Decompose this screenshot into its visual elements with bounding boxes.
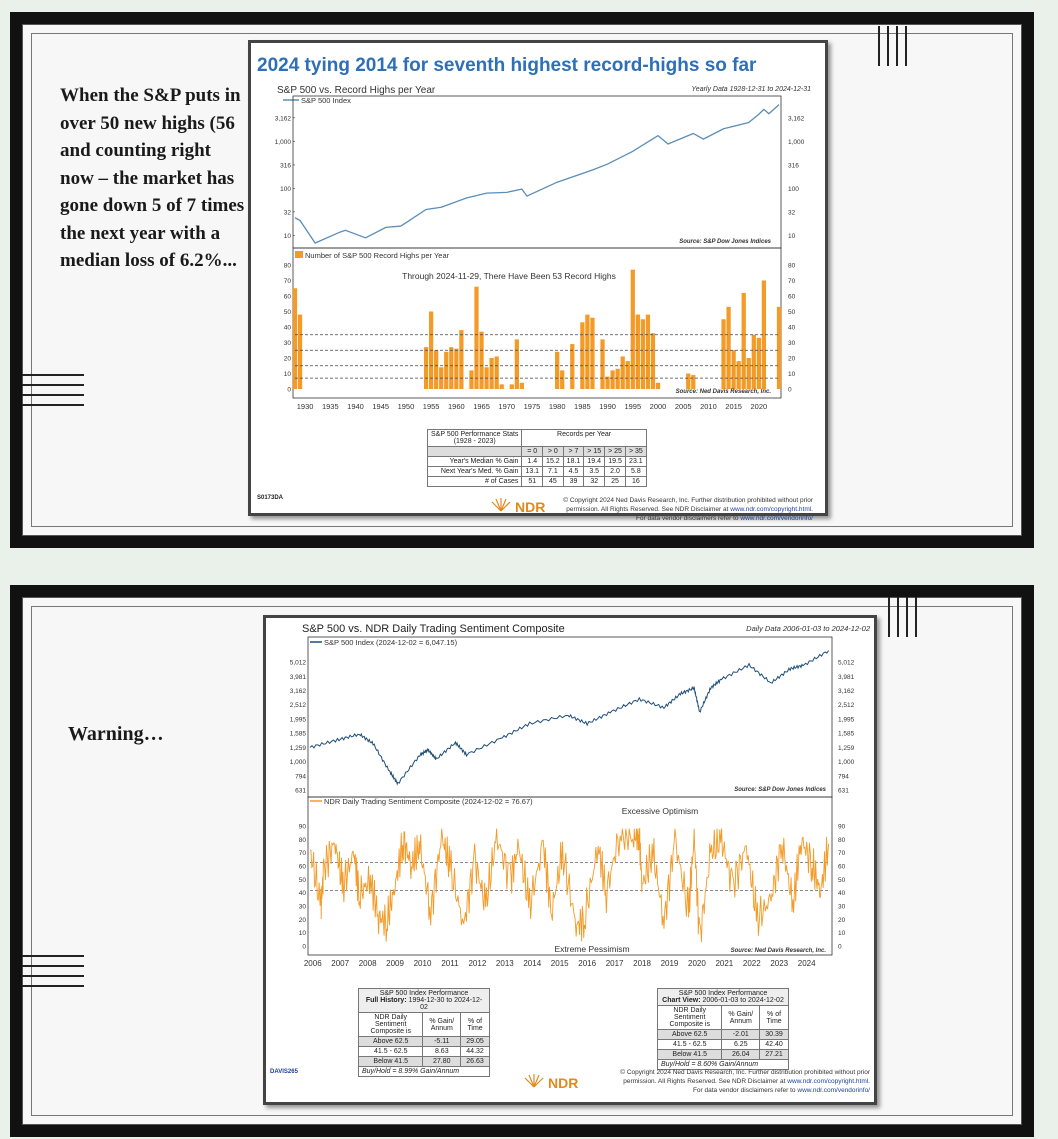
- y-tick-label-right: 80: [838, 836, 846, 844]
- x-tick-label: 2022: [742, 959, 761, 968]
- y-tick-label-right: 10: [788, 371, 796, 378]
- bar: [691, 375, 695, 389]
- table-row: Above 62.5 -5.11 29.05: [359, 1037, 490, 1047]
- bar: [747, 358, 751, 389]
- bar: [580, 322, 584, 389]
- bar: [757, 338, 761, 389]
- stats-title: S&P 500 Performance Stats (1928 - 2023): [428, 430, 522, 447]
- col-header: > 35: [625, 447, 646, 457]
- bar: [631, 270, 635, 389]
- bar: [686, 374, 690, 390]
- y-tick-label-left: 30: [283, 340, 291, 347]
- y-tick-label-right: 2,512: [838, 702, 855, 710]
- y-tick-label-left: 3,162: [274, 115, 291, 123]
- y-tick-label-left: 3,162: [289, 688, 306, 696]
- x-tick-label: 1945: [372, 402, 390, 411]
- table-row: Above 62.5 -2.01 30.39: [658, 1030, 789, 1040]
- ndr-logo: [524, 1074, 578, 1091]
- ndr-logo-text: NDR: [515, 499, 546, 515]
- y-tick-label-right: 0: [788, 386, 792, 394]
- source-top: Source: S&P Dow Jones Indices: [679, 239, 771, 245]
- y-tick-label-right: 60: [788, 293, 796, 301]
- slide-1: [10, 12, 1034, 548]
- y-tick-label-left: 10: [298, 930, 306, 938]
- x-tick-label: 1990: [599, 402, 616, 411]
- y-tick-label-left: 80: [283, 262, 291, 270]
- y-tick-label-left: 60: [283, 293, 291, 301]
- y-tick-label-right: 40: [788, 324, 796, 332]
- sun-logo-icon: [524, 1074, 544, 1088]
- bar: [560, 370, 564, 389]
- bar: [626, 361, 630, 389]
- x-tick-label: 2017: [605, 959, 624, 968]
- chart-code: DAVIS265: [270, 1069, 298, 1075]
- chart-subtitle: Daily Data 2006-01-03 to 2024-12-02: [746, 624, 870, 633]
- bar: [600, 339, 604, 389]
- sun-logo-icon: [491, 498, 511, 512]
- y-tick-label-right: 0: [838, 943, 842, 951]
- y-tick-label-right: 100: [788, 186, 799, 194]
- annotation: Through 2024-11-29, There Have Been 53 Record Highs: [402, 271, 616, 281]
- y-tick-label-right: 3,162: [838, 688, 855, 696]
- y-tick-label-left: 40: [298, 890, 306, 898]
- x-tick-label: 1975: [523, 402, 541, 411]
- bar: [651, 333, 655, 389]
- x-tick-label: 2010: [413, 959, 432, 968]
- y-tick-label-right: 30: [788, 340, 796, 347]
- table-row: Year's Median % Gain 1.4 15.2 18.1 19.4 19.5 23.1: [428, 457, 647, 467]
- y-tick-label-left: 1,585: [289, 730, 306, 738]
- y-tick-label-right: 1,000: [838, 759, 855, 767]
- bottom-legend: Number of S&P 500 Record Highs per Year: [305, 251, 450, 260]
- chart-view-table: S&P 500 Index Performance Chart View: 2006-01-03 to 2024-12-02 NDR Daily Sentiment Composite is % Gain/ Annum % of Time Above 62.5 -2.01 30.39 41.5 - 62.5 6.25 42.40 Below 41.5 26.04 27.21 Buy/Hold = 8.60% Gain/Annum: [657, 988, 789, 1070]
- bar: [495, 356, 499, 389]
- x-tick-label: 2024: [797, 959, 816, 968]
- x-tick-label: 2006: [303, 959, 322, 968]
- label-optimism: Excessive Optimism: [621, 806, 699, 816]
- record-highs-chart: [248, 40, 828, 522]
- y-tick-label-right: 3,162: [788, 115, 805, 123]
- y-tick-label-right: 316: [788, 162, 799, 170]
- sentiment-line: [310, 829, 829, 942]
- copyright-link[interactable]: www.ndr.com/copyright.html.: [730, 506, 813, 513]
- bar: [732, 350, 736, 389]
- y-tick-label-right: 1,585: [838, 730, 855, 738]
- x-tick-label: 2016: [578, 959, 597, 968]
- y-tick-label-right: 70: [838, 850, 846, 858]
- table-row: 41.5 - 62.5 8.63 44.32: [359, 1047, 490, 1057]
- y-tick-label-right: 40: [838, 890, 846, 898]
- y-tick-label-left: 80: [298, 836, 306, 844]
- slide-2: [10, 585, 1034, 1137]
- sentiment-chart: [263, 615, 877, 1105]
- x-tick-label: 1950: [397, 402, 415, 411]
- bar: [454, 349, 458, 389]
- chart-title: S&P 500 vs. NDR Daily Trading Sentiment Composite: [302, 623, 565, 635]
- x-tick-label: 1930: [296, 402, 314, 411]
- x-tick-label: 1935: [321, 402, 339, 411]
- sp500-daily-line: [310, 651, 829, 785]
- bar: [444, 352, 448, 389]
- y-tick-label-left: 1,259: [289, 744, 306, 752]
- y-tick-label-right: 50: [788, 309, 796, 316]
- x-tick-label: 2015: [725, 402, 742, 411]
- x-tick-label: 2014: [523, 959, 542, 968]
- x-tick-label: 1955: [422, 402, 440, 411]
- y-tick-label-right: 32: [788, 209, 796, 217]
- x-tick-label: 2019: [660, 959, 679, 968]
- y-tick-label-left: 5,012: [289, 659, 306, 667]
- slide-2-caption: Warning…: [68, 723, 164, 745]
- chart-subtitle: Yearly Data 1928-12-31 to 2024-12-31: [691, 86, 811, 93]
- top-legend: S&P 500 Index (2024-12-02 = 6,047.15): [324, 638, 458, 647]
- source-bottom: Source: Ned Davis Research, Inc.: [675, 389, 771, 395]
- bar: [742, 293, 746, 389]
- y-tick-label-right: 20: [838, 916, 846, 924]
- x-tick-label: 2015: [550, 959, 569, 968]
- y-tick-label-right: 10: [838, 930, 846, 938]
- bar: [616, 369, 620, 389]
- ndr-logo-text: NDR: [548, 1075, 579, 1091]
- bar: [621, 356, 625, 389]
- bar: [449, 347, 453, 389]
- y-tick-label-right: 3,981: [838, 673, 855, 681]
- y-tick-label-left: 1,995: [289, 716, 306, 724]
- bar: [434, 350, 438, 389]
- y-tick-label-left: 30: [298, 903, 306, 911]
- bar: [474, 287, 478, 389]
- y-tick-label-left: 40: [283, 324, 291, 332]
- x-tick-label: 2000: [649, 402, 667, 411]
- y-tick-label-left: 0: [287, 386, 291, 394]
- y-tick-label-left: 20: [298, 916, 306, 924]
- y-tick-label-right: 30: [838, 903, 846, 911]
- y-tick-label-left: 316: [280, 162, 291, 170]
- y-tick-label-right: 5,012: [838, 659, 855, 667]
- y-tick-label-left: 100: [280, 186, 291, 194]
- y-tick-label-left: 631: [295, 787, 306, 795]
- y-tick-label-right: 1,259: [838, 744, 855, 752]
- slide-1-caption: When the S&P puts in over 50 new highs (56 and counting right now – the market has gone down 5 of 7 times the next year with a median loss of 6.2%...: [60, 85, 245, 271]
- y-tick-label-left: 90: [298, 823, 306, 831]
- col-header: > 15: [584, 447, 605, 457]
- x-tick-label: 1980: [548, 402, 566, 411]
- x-tick-label: 1985: [574, 402, 591, 411]
- x-tick-label: 2008: [358, 959, 377, 968]
- y-tick-label-right: 1,995: [838, 716, 855, 724]
- y-tick-label-left: 32: [283, 209, 291, 217]
- x-tick-label: 2018: [633, 959, 651, 968]
- copyright-text: © Copyright 2024 Ned Davis Research, Inc. Further distribution prohibited without prior permission. All Rights Reserved. See NDR Disclaimer at www.ndr.com/copyright.html. For data vendor disclaimers refer to www.ndr.com/vendorinfo/: [563, 497, 813, 522]
- bottom-legend: NDR Daily Trading Sentiment Composite (2024-12-02 = 76.67): [324, 797, 533, 806]
- source-top: Source: S&P Dow Jones Indices: [734, 787, 826, 793]
- x-tick-label: 2007: [331, 959, 350, 968]
- x-tick-label: 2023: [770, 959, 789, 968]
- y-tick-label-right: 10: [788, 233, 796, 241]
- performance-stats-table: [427, 429, 647, 487]
- vertical-bars-decoration: [878, 26, 908, 66]
- bar: [424, 347, 428, 389]
- full-history-table: S&P 500 Index Performance Full History: 1994-12-30 to 2024-12-02 NDR Daily Sentiment Composite is % Gain/ Annum % of Time Above 62.5 -5.11 29.05 41.5 - 62.5 8.63 44.32 Below 41.5 27.80 26.63 Buy/Hold = 8.99% Gain/Annum: [358, 988, 490, 1077]
- chart-headline: 2024 tying 2014 for seventh highest record-highs so far: [257, 55, 757, 76]
- x-tick-label: 1970: [498, 402, 516, 411]
- x-tick-label: 2020: [688, 959, 706, 968]
- bar: [500, 384, 504, 389]
- y-tick-label-right: 631: [838, 787, 849, 795]
- table-row: Below 41.5 27.80 26.63: [359, 1057, 490, 1067]
- bar: [459, 330, 463, 389]
- chart-code: S0173DA: [257, 495, 284, 501]
- bar: [726, 307, 730, 389]
- top-legend: S&P 500 Index: [301, 96, 351, 105]
- bar: [293, 288, 297, 389]
- bar: [641, 319, 645, 389]
- sp500-index-line: [295, 105, 779, 243]
- x-tick-label: 2010: [700, 402, 717, 411]
- y-tick-label-right: 20: [788, 355, 796, 363]
- col-header: = 0: [522, 447, 543, 457]
- vendorinfo-link[interactable]: www.ndr.com/vendorinfo/: [740, 515, 813, 522]
- vertical-bars-decoration: [888, 597, 918, 637]
- y-tick-label-left: 50: [283, 309, 291, 316]
- copyright-link[interactable]: www.ndr.com/copyright.html.: [787, 1078, 870, 1085]
- x-tick-label: 2020: [750, 402, 768, 411]
- table-row: # of Cases 51 45 39 32 25 16: [428, 477, 647, 487]
- col-header: > 25: [605, 447, 626, 457]
- x-tick-label: 2013: [495, 959, 514, 968]
- x-tick-label: 1940: [347, 402, 364, 411]
- y-tick-label-left: 1,000: [289, 759, 306, 767]
- bar: [777, 307, 781, 389]
- y-tick-label-right: 60: [838, 863, 846, 871]
- ndr-logo: [491, 498, 545, 515]
- table-row: Next Year's Med. % Gain 13.1 7.1 4.5 3.5 2.0 5.8: [428, 467, 647, 477]
- bar: [555, 352, 559, 389]
- x-tick-label: 2021: [715, 959, 734, 968]
- records-header: Records per Year: [522, 430, 646, 447]
- x-tick-label: 2009: [386, 959, 404, 968]
- bar: [520, 383, 524, 389]
- table-row: Below 41.5 26.04 27.21: [658, 1050, 789, 1060]
- y-tick-label-left: 60: [298, 863, 306, 871]
- y-tick-label-left: 2,512: [289, 702, 306, 710]
- horizontal-lines-decoration: [22, 955, 84, 987]
- bar: [611, 370, 615, 389]
- copyright-text: © Copyright 2024 Ned Davis Research, Inc. Further distribution prohibited without prior permission. All Rights Reserved. See NDR Disclaimer at www.ndr.com/copyright.html. For data vendor disclaimers refer to www.ndr.com/vendorinfo/: [620, 1069, 870, 1094]
- y-tick-label-right: 80: [788, 262, 796, 270]
- y-tick-label-left: 70: [298, 850, 306, 858]
- col-header: > 7: [563, 447, 584, 457]
- bar: [752, 335, 756, 389]
- y-tick-label-right: 794: [838, 773, 849, 781]
- y-tick-label-left: 70: [283, 278, 291, 285]
- label-pessimism: Extreme Pessimism: [554, 944, 630, 954]
- bar: [570, 344, 574, 389]
- bar: [510, 384, 514, 389]
- x-tick-label: 2011: [441, 959, 459, 968]
- y-tick-label-left: 3,981: [289, 673, 306, 681]
- bar: [479, 332, 483, 389]
- y-tick-label-left: 0: [302, 943, 306, 951]
- bar: [721, 319, 725, 389]
- source-bottom: Source: Ned Davis Research, Inc.: [730, 948, 826, 954]
- horizontal-lines-decoration: [22, 374, 84, 406]
- y-tick-label-left: 20: [283, 355, 291, 363]
- x-tick-label: 2005: [674, 402, 692, 411]
- y-tick-label-left: 794: [295, 773, 306, 781]
- bar: [469, 370, 473, 389]
- y-tick-label-right: 90: [838, 823, 846, 831]
- y-tick-label-left: 1,000: [274, 138, 291, 146]
- chart-title: S&P 500 vs. Record Highs per Year: [277, 85, 436, 96]
- y-tick-label-right: 70: [788, 278, 796, 285]
- x-tick-label: 1965: [473, 402, 490, 411]
- vendorinfo-link[interactable]: www.ndr.com/vendorinfo/: [797, 1087, 870, 1094]
- bar: [737, 361, 741, 389]
- table-row: 41.5 - 62.5 6.25 42.40: [658, 1040, 789, 1050]
- x-tick-label: 2012: [468, 959, 487, 968]
- col-header: > 0: [543, 447, 564, 457]
- bar: [656, 383, 660, 389]
- bar: [515, 339, 519, 389]
- y-tick-label-left: 10: [283, 371, 291, 378]
- bar: [490, 358, 494, 389]
- x-tick-label: 1995: [624, 402, 642, 411]
- y-tick-label-right: 1,000: [788, 138, 805, 146]
- x-tick-label: 1960: [447, 402, 465, 411]
- y-tick-label-right: 50: [838, 876, 846, 884]
- y-tick-label-left: 50: [298, 876, 306, 884]
- y-tick-label-left: 10: [283, 233, 291, 241]
